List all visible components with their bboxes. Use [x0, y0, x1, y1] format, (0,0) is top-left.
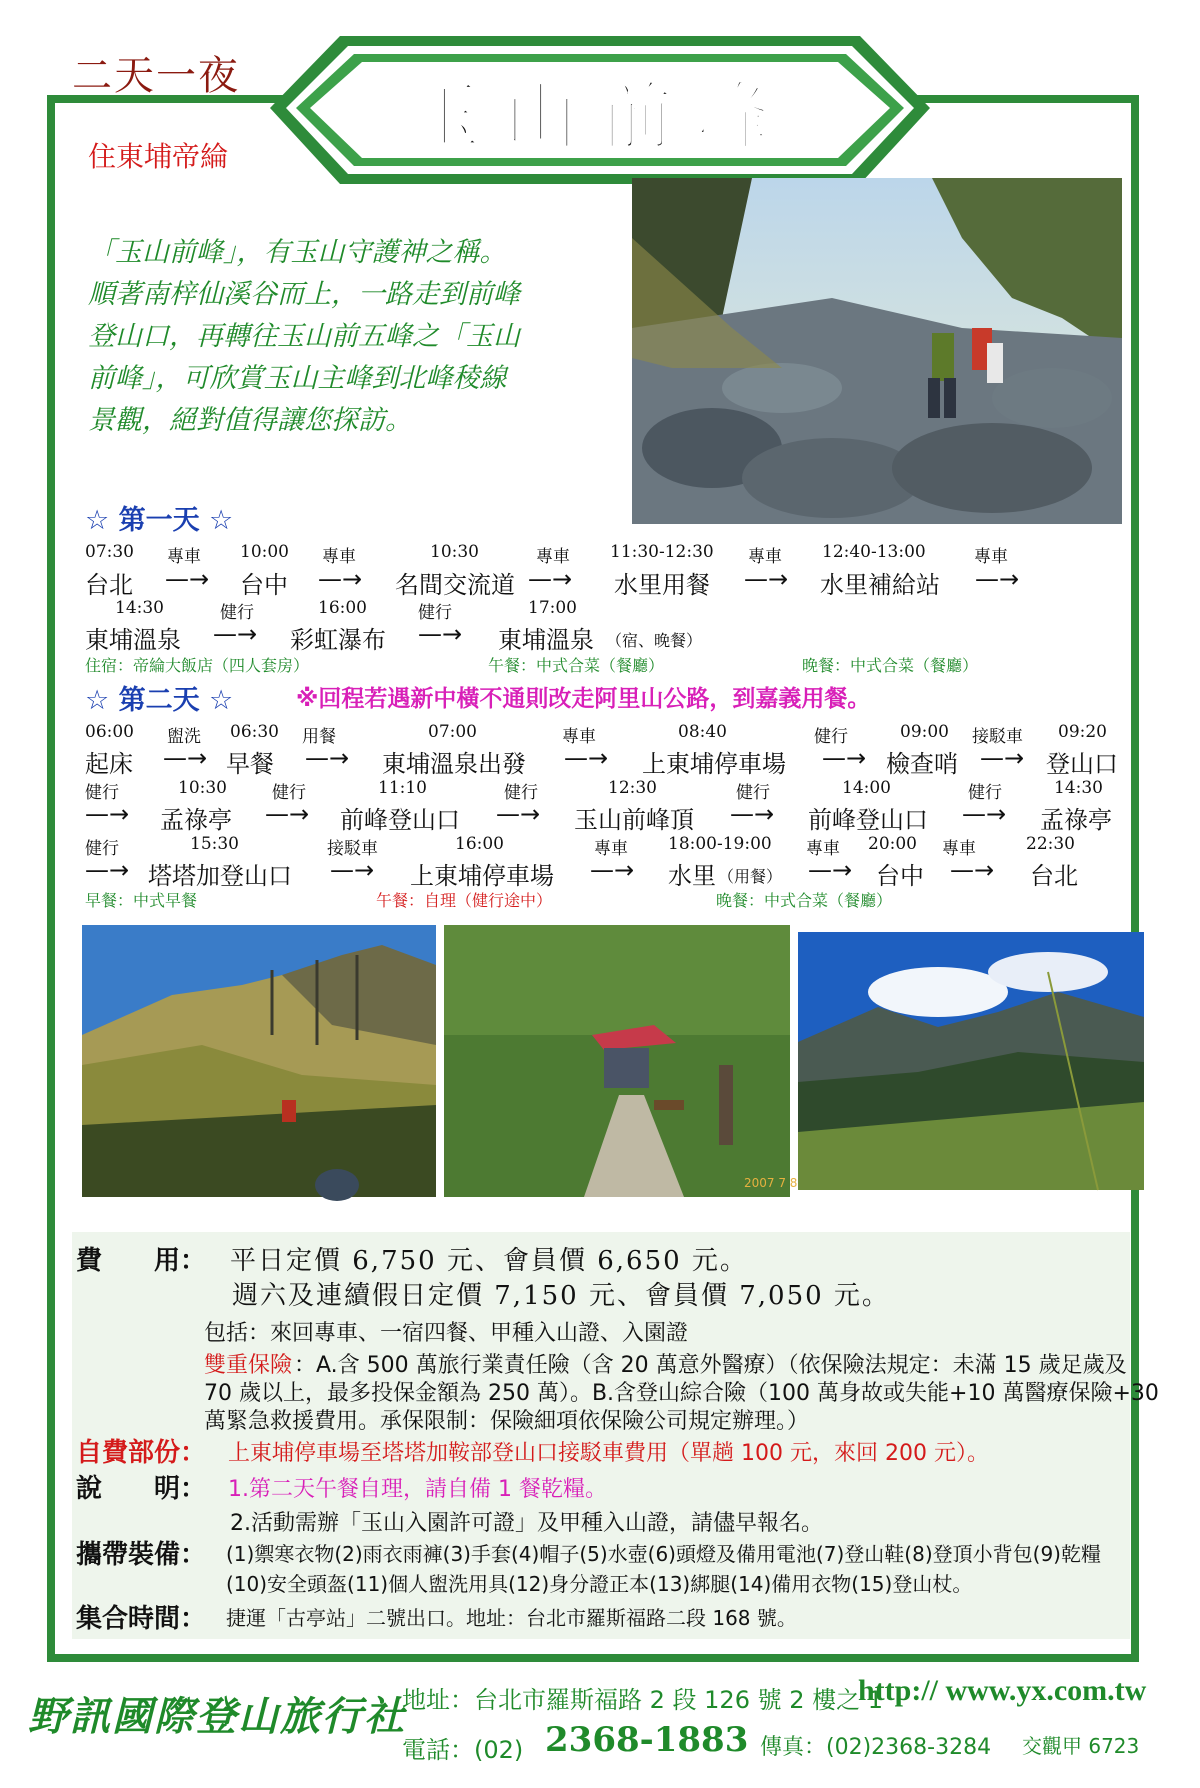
intro-line: 景觀，絕對值得讓您探訪。: [88, 405, 412, 436]
day2-breakfast: 早餐：中式早餐: [85, 891, 198, 910]
arrow: —→: [165, 565, 210, 593]
day1-dinner: 晚餐：中式合菜（餐廳）: [802, 656, 979, 675]
note-item: 2.活動需辦「玉山入園許可證」及甲種入山證，請儘早報名。: [230, 1511, 823, 1536]
gear-list: (1)禦寒衣物(2)雨衣雨褲(3)手套(4)帽子(5)水壺(6)頭燈及備用電池(7)登山鞋(8)登頂小背包(9)乾糧: [226, 1542, 1101, 1566]
day2-time: 09:20: [1058, 722, 1107, 742]
day1-transport: 專車: [167, 547, 201, 567]
day1-transport: 專車: [748, 547, 782, 567]
day2-time: 06:00: [85, 722, 134, 742]
fax-number: 傳真：(02)2368-3284: [760, 1735, 992, 1760]
arrow: —→: [418, 620, 463, 648]
day2-transport: 接駁車: [327, 839, 378, 859]
day1-time: 16:00: [318, 598, 367, 618]
fee-label: 費 用：: [76, 1246, 207, 1276]
day2-transport: 健行: [968, 783, 1002, 803]
photo-mountain-view: [798, 932, 1144, 1190]
arrow: —→: [822, 744, 867, 772]
day1-stop: 水里補給站: [820, 571, 940, 599]
arrow: —→: [744, 565, 789, 593]
arrow: —→: [528, 565, 573, 593]
day2-stop: 起床: [85, 750, 133, 778]
arrow: —→: [85, 800, 130, 828]
photo-date-stamp: 2007 7 8: [744, 1176, 798, 1190]
photo-trail-shelter: [444, 925, 798, 1197]
intro-line: 登山口，再轉往玉山前五峰之「玉山: [88, 321, 520, 352]
day2-stop: 孟祿亭: [160, 806, 232, 834]
arrow: —→: [265, 800, 310, 828]
day1-lunch: 午餐：中式合菜（餐廳）: [488, 656, 665, 675]
insurance-label: 雙重保險: [204, 1353, 293, 1378]
day1-stop: 彩虹瀑布: [290, 626, 386, 654]
day2-transport: 健行: [814, 727, 848, 747]
day1-transport: 健行: [220, 603, 254, 623]
day1-stop: 台北: [85, 571, 133, 599]
day2-activity: 盥洗: [167, 727, 201, 747]
day2-time: 10:30: [178, 778, 227, 798]
day2-transport: 健行: [736, 783, 770, 803]
day1-stop: 水里用餐: [614, 571, 710, 599]
photo-grassy-slope: [82, 925, 436, 1197]
day2-transport: 專車: [562, 727, 596, 747]
day2-transport: 健行: [504, 783, 538, 803]
day2-stop: 東埔溫泉出發: [382, 750, 526, 778]
notes-label: 說 明：: [76, 1474, 207, 1504]
insurance-line: 70 歲以上，最多投保金額為 250 萬）。B.含登山綜合險（100 萬身故或失能+10 萬醫療保險+30: [204, 1381, 1159, 1406]
company-website[interactable]: http:// www.yx.com.tw: [858, 1674, 1147, 1707]
day2-time: 18:00-19:00: [668, 834, 772, 854]
day2-stop: 早餐: [226, 750, 274, 778]
gear-label: 攜帶裝備：: [76, 1540, 207, 1570]
day2-time: 16:00: [455, 834, 504, 854]
day1-time: 14:30: [115, 598, 164, 618]
day1-time: 10:30: [430, 542, 479, 562]
insurance-line: ：A.含 500 萬旅行業責任險（含 20 萬意外醫療）（依保險法規定：未滿 15 歲足歲及: [294, 1353, 1127, 1378]
day1-stop-suffix: （宿、晚餐）: [606, 631, 703, 650]
company-logo: 野訊國際登山旅行社: [28, 1693, 406, 1740]
photo-hikers-rocky-trail: [632, 178, 1122, 524]
intro-line: 「玉山前峰」，有玉山守護神之稱。: [88, 237, 507, 268]
day2-route-note: ※回程若遇新中橫不通則改走阿里山公路，到嘉義用餐。: [296, 686, 871, 712]
day2-stop-suffix: （用餐）: [718, 867, 783, 886]
self-pay-text: 上東埔停車場至塔塔加鞍部登山口接駁車費用（單趟 100 元，來回 200 元）。: [228, 1441, 989, 1466]
day2-stop: 孟祿亭: [1040, 806, 1112, 834]
day2-transport: 健行: [272, 783, 306, 803]
day2-transport: 專車: [594, 839, 628, 859]
intro-line: 前峰」，可欣賞玉山主峰到北峰稜線: [88, 363, 507, 394]
lodging-subtitle: 住東埔帝綸: [88, 140, 229, 173]
day2-time: 12:30: [608, 778, 657, 798]
day1-heading: ☆ 第一天 ☆: [85, 505, 234, 536]
intro-text: [88, 232, 588, 442]
day1-transport: 健行: [418, 603, 452, 623]
arrow: —→: [564, 744, 609, 772]
phone-number[interactable]: 2368-1883: [545, 1720, 749, 1760]
day1-lodging: 住宿：帝綸大飯店（四人套房）: [85, 656, 310, 675]
arrow: —→: [85, 856, 130, 884]
trip-duration-tag: 二天一夜: [72, 53, 240, 99]
day1-time: 10:00: [240, 542, 289, 562]
arrow: —→: [808, 856, 853, 884]
arrow: —→: [305, 744, 350, 772]
arrow: —→: [975, 565, 1020, 593]
day2-time: 20:00: [868, 834, 917, 854]
phone-label: 電話：(02): [402, 1736, 524, 1764]
gear-list: (10)安全頭盔(11)個人盥洗用具(12)身分證正本(13)綁腿(14)備用衣物(15)登山杖。: [226, 1572, 973, 1596]
day2-stop: 前峰登山口: [808, 806, 928, 834]
day2-time: 15:30: [190, 834, 239, 854]
day2-time: 07:00: [428, 722, 477, 742]
day2-stop: 水里: [668, 862, 716, 890]
day2-heading: ☆ 第二天 ☆: [85, 685, 234, 716]
fee-includes: 包括：來回專車、一宿四餐、甲種入山證、入園證: [204, 1321, 689, 1346]
day1-time: 12:40-13:00: [822, 542, 926, 562]
meeting-label: 集合時間：: [76, 1604, 207, 1634]
day1-stop: 台中: [240, 571, 288, 599]
day1-transport: 專車: [536, 547, 570, 567]
arrow: —→: [213, 620, 258, 648]
day2-time: 06:30: [230, 722, 279, 742]
arrow: —→: [496, 800, 541, 828]
day1-time: 11:30-12:30: [610, 542, 714, 562]
day2-time: 11:10: [378, 778, 427, 798]
arrow: —→: [590, 856, 635, 884]
day2-activity: 用餐: [302, 727, 336, 747]
fee-line: 週六及連續假日定價 7,150 元、會員價 7,050 元。: [232, 1281, 890, 1311]
day1-stop: 東埔溫泉: [498, 626, 594, 654]
day2-stop: 上東埔停車場: [410, 862, 554, 890]
day1-transport: 專車: [974, 547, 1008, 567]
day2-time: 22:30: [1026, 834, 1075, 854]
arrow: —→: [950, 856, 995, 884]
day2-stop: 玉山前峰頂: [574, 806, 694, 834]
day2-transport: 健行: [85, 783, 119, 803]
day2-stop: 前峰登山口: [340, 806, 460, 834]
day2-dinner: 晚餐：中式合菜（餐廳）: [716, 891, 893, 910]
day2-stop: 上東埔停車場: [642, 750, 786, 778]
company-address: 地址：台北市羅斯福路 2 段 126 號 2 樓之 1: [402, 1686, 884, 1714]
day1-time: 07:30: [85, 542, 134, 562]
day2-lunch: 午餐：自理（健行途中）: [376, 891, 553, 910]
day2-time: 14:30: [1054, 778, 1103, 798]
day2-stop: 檢查哨: [886, 750, 958, 778]
fee-line: 平日定價 6,750 元、會員價 6,650 元。: [230, 1246, 748, 1276]
day2-time: 08:40: [678, 722, 727, 742]
arrow: —→: [330, 856, 375, 884]
day1-stop: 東埔溫泉: [85, 626, 181, 654]
day1-time: 17:00: [528, 598, 577, 618]
day2-stop: 塔塔加登山口: [148, 862, 292, 890]
day2-transport: 專車: [942, 839, 976, 859]
arrow: —→: [962, 800, 1007, 828]
day2-time: 09:00: [900, 722, 949, 742]
arrow: —→: [730, 800, 775, 828]
day1-stop: 名間交流道: [395, 571, 515, 599]
day2-time: 14:00: [842, 778, 891, 798]
day2-transport: 專車: [806, 839, 840, 859]
day2-transport: 接駁車: [972, 727, 1023, 747]
day2-stop: 登山口: [1046, 750, 1118, 778]
day2-transport: 健行: [85, 839, 119, 859]
page-title: 玉山前峰: [408, 74, 792, 160]
arrow: —→: [980, 744, 1025, 772]
arrow: —→: [163, 744, 208, 772]
self-pay-label: 自費部份：: [76, 1438, 207, 1468]
note-item: 1.第二天午餐自理，請自備 1 餐乾糧。: [228, 1477, 607, 1502]
license-number: 交觀甲 6723: [1022, 1734, 1140, 1758]
arrow: —→: [318, 565, 363, 593]
meeting-text: 捷運「古亭站」二號出口。地址：台北市羅斯福路二段 168 號。: [226, 1606, 797, 1630]
intro-line: 順著南梓仙溪谷而上，一路走到前峰: [88, 279, 520, 310]
day2-stop: 台中: [876, 862, 924, 890]
day1-transport: 專車: [322, 547, 356, 567]
day2-stop: 台北: [1030, 862, 1078, 890]
insurance-line: 萬緊急救援費用。承保限制：保險細項依保險公司規定辦理。）: [204, 1409, 810, 1434]
